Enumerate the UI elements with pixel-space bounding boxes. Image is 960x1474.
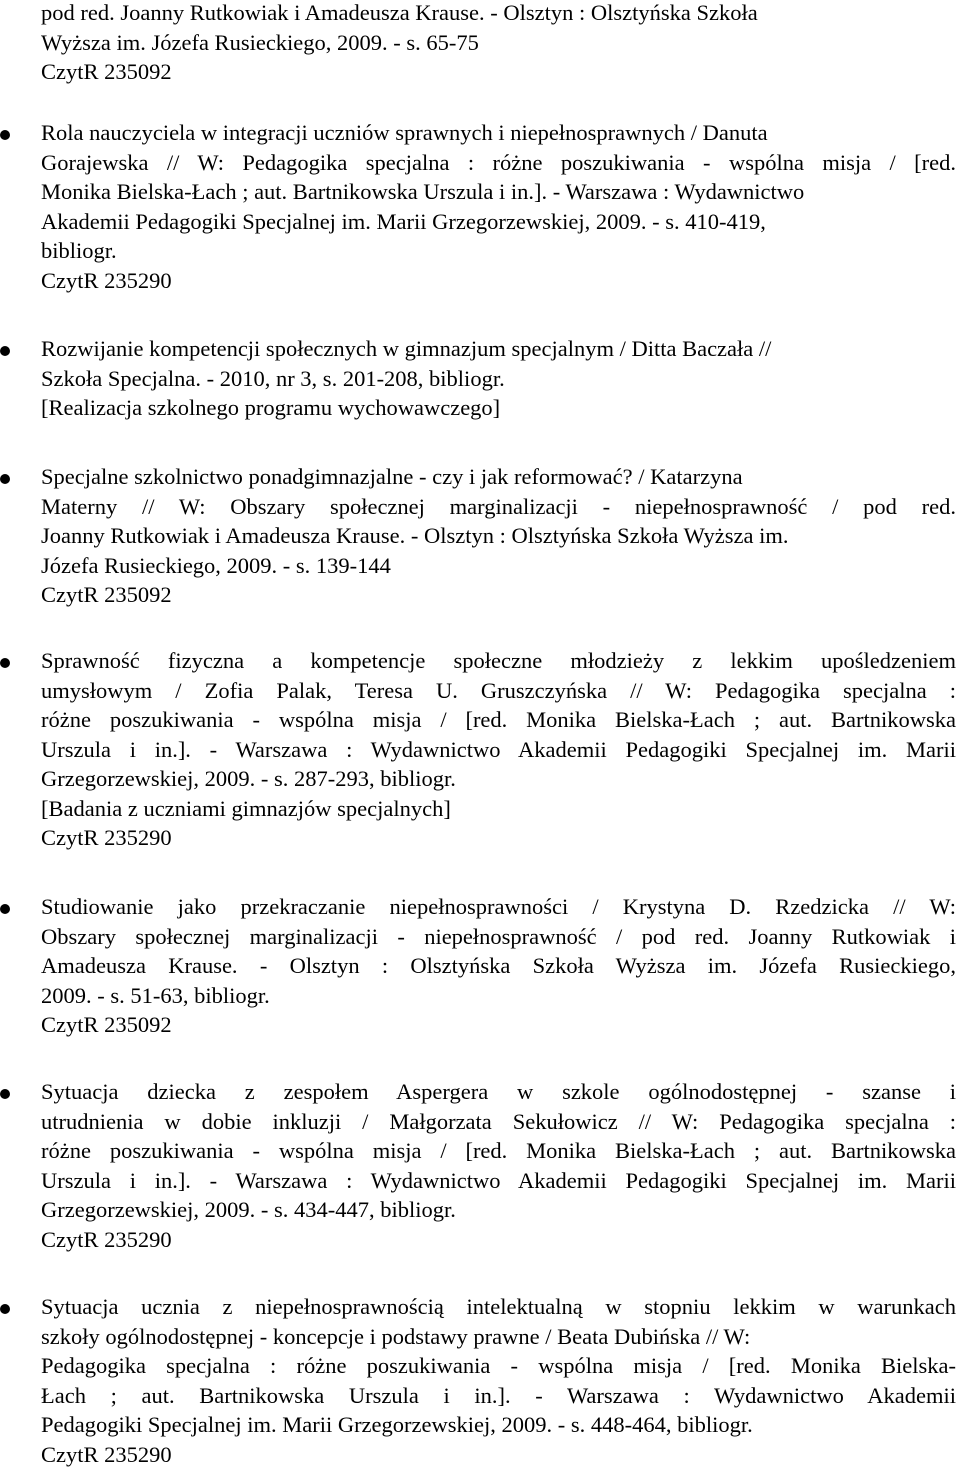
entry-text-line: Grzegorzewskiej, 2009. - s. 434-447, bibliogr. [41,1197,456,1222]
entry-text-line: Rola nauczyciela w integracji uczniów sprawnych i niepełnosprawnych / Danuta [41,120,768,145]
entry-text-line: pod red. Joanny Rutkowiak i Amadeusza Krause. - Olsztyn : Olsztyńska Szkoła [41,0,758,25]
bullet-icon [0,130,10,140]
call-number: CzytR 235290 [41,267,172,293]
bullet-icon [0,1304,10,1314]
entry-text-line: Pedagogika specjalna : różne poszukiwania - wspólna misja / [red. Monika Bielska- [41,1353,956,1378]
entry-body [41,1077,956,1254]
entry-text-line: utrudnienia w dobie inkluzji / Małgorzata Sekułowicz // W: Pedagogika specjalna : [41,1108,956,1134]
entry-body [41,646,956,853]
bullet-icon [0,1089,10,1099]
entry-text-line: 2009. - s. 51-63, bibliogr. [41,982,270,1008]
call-number: CzytR 235092 [41,59,172,84]
entry-text-line: Monika Bielska-Łach ; aut. Bartnikowska Urszula i in.]. - Warszawa : Wydawnictwo [41,179,805,204]
entry-body [41,1292,956,1469]
call-number: CzytR 235290 [41,825,172,850]
entry-text-line: Studiowanie jako przekraczanie niepełnosprawności / Krystyna D. Rzedzicka // W: [41,894,956,919]
entry-text-line: Specjalne szkolnictwo ponadgimnazjalne - czy i jak reformować? / Katarzyna [41,464,743,489]
entry-text-line: Rozwijanie kompetencji społecznych w gimnazjum specjalnym / Ditta Baczała // [41,336,772,361]
call-number: CzytR 235290 [41,1441,172,1467]
entry-text-line: Sprawność fizyczna a kompetencje społeczne młodzieży z lekkim upośledzeniem [41,648,956,673]
entry-text-line: Szkoła Specjalna. - 2010, nr 3, s. 201-208, bibliogr. [41,365,505,391]
continued-entry [41,0,956,87]
entry-text-line: Akademii Pedagogiki Specjalnej im. Marii Grzegorzewskiej, 2009. - s. 410-419, [41,208,766,234]
entry-text-line: szkoły ogólnodostępnej - koncepcje i podstawy prawne / Beata Dubińska // W: [41,1323,751,1349]
entry-text-line: Materny // W: Obszary społecznej marginalizacji - niepełnosprawność / pod red. [41,493,956,519]
entry-text-line: Grzegorzewskiej, 2009. - s. 287-293, bibliogr. [41,766,456,791]
entry-text-line: Pedagogiki Specjalnej im. Marii Grzegorzewskiej, 2009. - s. 448-464, bibliogr. [41,1412,753,1437]
entry-text-line: Sytuacja dziecka z zespołem Aspergera w szkole ogólnodostępnej - szanse i [41,1079,956,1104]
entry-text-line: różne poszukiwania - wspólna misja / [red. Monika Bielska-Łach ; aut. Bartnikowska [41,1138,956,1163]
bullet-icon [0,904,10,914]
entry-text-line: umysłowym / Zofia Palak, Teresa U. Gruszczyńska // W: Pedagogika specjalna : [41,677,956,703]
entry-body [41,892,956,1040]
bullet-icon [0,474,10,484]
entry-text-line: Sytuacja ucznia z niepełnosprawnością intelektualną w stopniu lekkim w warunkach [41,1294,956,1319]
call-number: CzytR 235092 [41,582,172,607]
entry-text-line: Gorajewska // W: Pedagogika specjalna : różne poszukiwania - wspólna misja / [red. [41,149,956,175]
entry-text-line: Urszula i in.]. - Warszawa : Wydawnictwo Akademii Pedagogiki Specjalnej im. Marii [41,1167,956,1193]
entry-text-line: Joanny Rutkowiak i Amadeusza Krause. - Olsztyn : Olsztyńska Szkoła Wyższa im. [41,523,789,548]
entry-text-line: różne poszukiwania - wspólna misja / [red. Monika Bielska-Łach ; aut. Bartnikowska [41,707,956,732]
entry-body [41,462,956,610]
bullet-icon [0,346,10,356]
entry-text-line: Obszary społecznej marginalizacji - niepełnosprawność / pod red. Joanny Rutkowiak i [41,923,956,949]
bullet-icon [0,658,10,668]
entry-note: [Realizacja szkolnego programu wychowawczego] [41,395,501,420]
entry-text-line: Wyższa im. Józefa Rusieckiego, 2009. - s. 65-75 [41,29,479,55]
entry-note: [Badania z uczniami gimnazjów specjalnych] [41,795,451,821]
call-number: CzytR 235290 [41,1226,172,1252]
entry-body [41,118,956,295]
entry-text-line: Józefa Rusieckiego, 2009. - s. 139-144 [41,552,391,578]
entry-body [41,334,956,423]
entry-text-line: Urszula i in.]. - Warszawa : Wydawnictwo Akademii Pedagogiki Specjalnej im. Marii [41,736,956,762]
entry-text-line: Łach ; aut. Bartnikowska Urszula i in.]. - Warszawa : Wydawnictwo Akademii [41,1382,956,1408]
entry-text-line: bibliogr. [41,238,117,263]
entry-text-line: Amadeusza Krause. - Olsztyn : Olsztyńska Szkoła Wyższa im. Józefa Rusieckiego, [41,953,956,978]
call-number: CzytR 235092 [41,1012,172,1037]
